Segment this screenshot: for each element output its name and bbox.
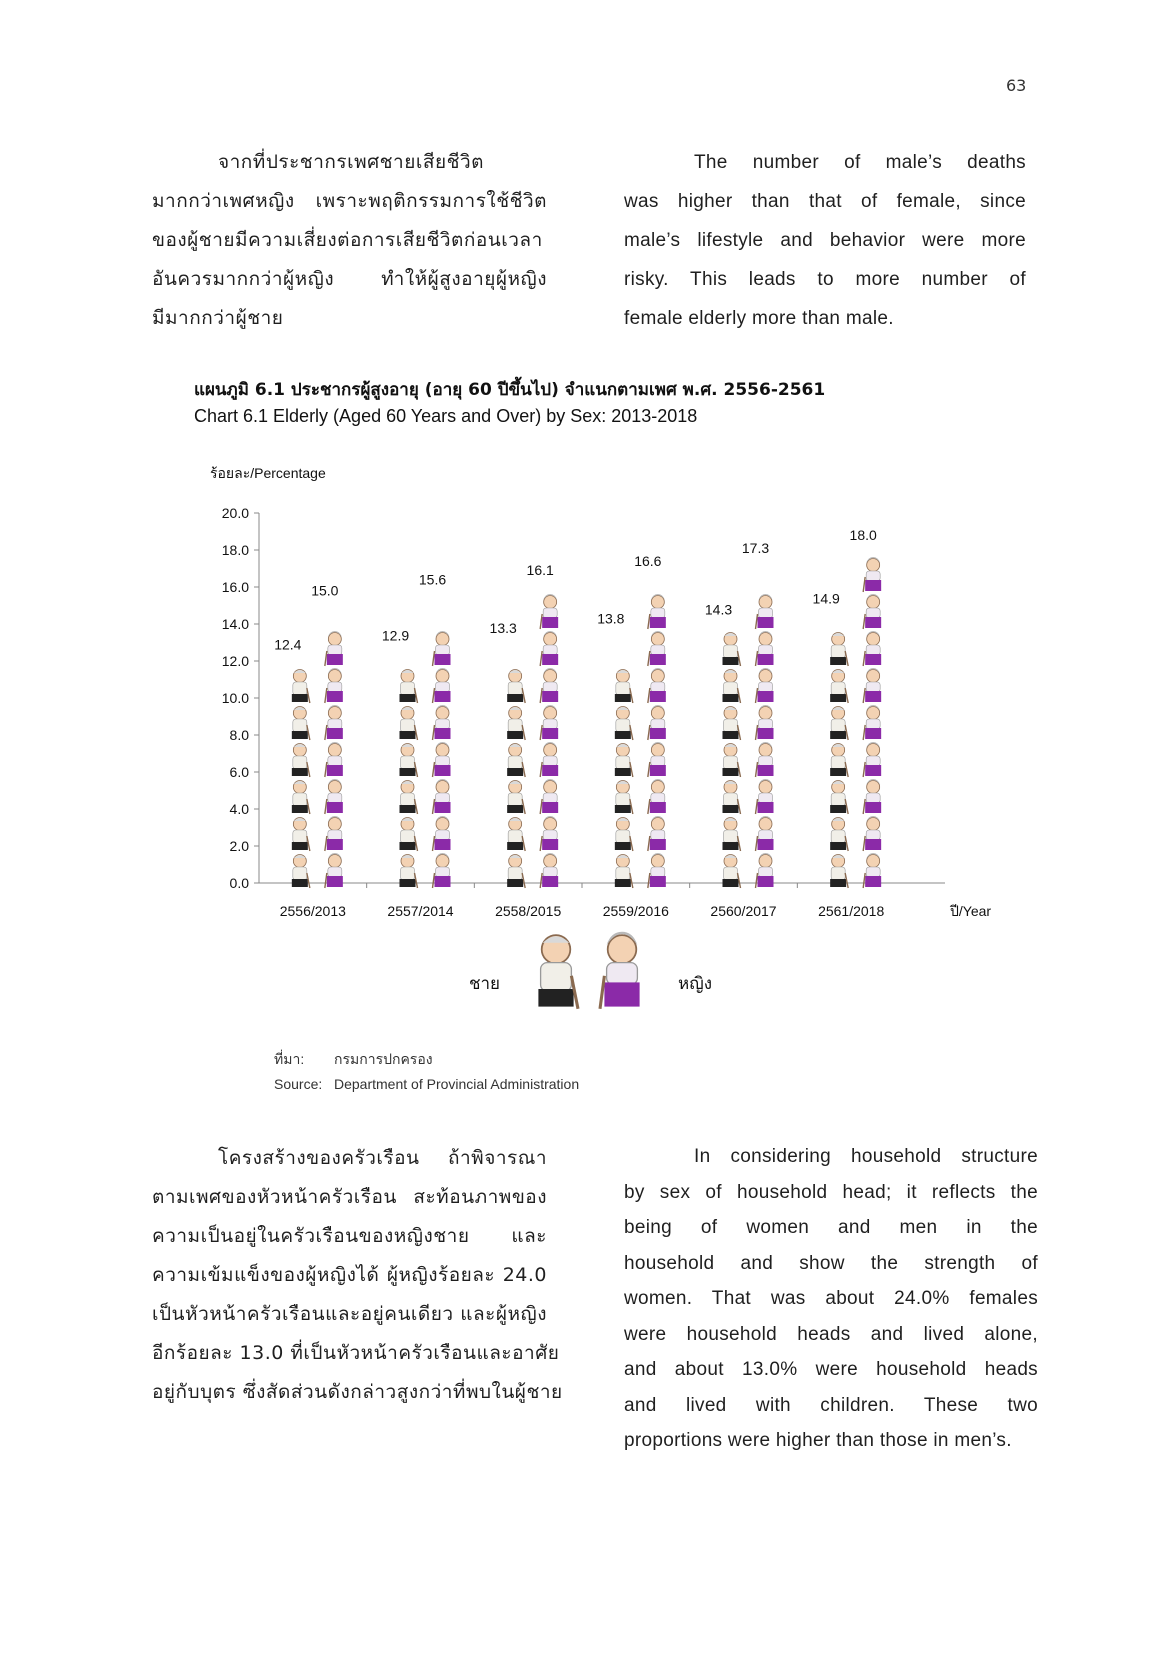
x-tick-label: 2557/2014 bbox=[387, 903, 454, 919]
x-tick-label: 2556/2013 bbox=[279, 903, 346, 919]
elderly-man-icon bbox=[723, 633, 741, 667]
elderly-woman-icon bbox=[540, 779, 558, 814]
elderly-man-icon bbox=[400, 707, 418, 741]
y-tick-label: 14.0 bbox=[221, 616, 249, 632]
elderly-woman-icon bbox=[648, 853, 666, 888]
elderly-woman-icon bbox=[648, 779, 666, 814]
female-bar bbox=[311, 583, 343, 889]
source-english bbox=[274, 1076, 579, 1092]
elderly-man-icon bbox=[507, 670, 525, 704]
text-line: อยู่กับบุตร ซึ่งสัดส่วนดังกล่าวสูงกว่าที่พบในผู้ชาย bbox=[152, 1381, 563, 1403]
chart-title-english: Chart 6.1 Elderly (Aged 60 Years and Over) by Sex: 2013-2018 bbox=[194, 406, 698, 426]
y-tick-label: 20.0 bbox=[221, 505, 249, 521]
female-bar bbox=[850, 527, 882, 888]
elderly-woman-icon bbox=[648, 816, 666, 851]
elderly-woman-icon bbox=[325, 631, 343, 666]
elderly-man-icon bbox=[507, 707, 525, 741]
elderly-woman-icon bbox=[756, 594, 774, 629]
elderly-man-icon bbox=[615, 855, 633, 889]
elderly-woman-icon bbox=[863, 853, 881, 888]
elderly-woman-icon bbox=[648, 668, 666, 703]
elderly-woman-icon bbox=[433, 594, 451, 629]
elderly-woman-icon bbox=[433, 816, 451, 851]
elderly-woman-icon bbox=[863, 779, 881, 814]
female-data-label: 15.0 bbox=[311, 582, 339, 599]
text-line: อีกร้อยละ 13.0 ที่เป็นหัวหน้าครัวเรือนและอาศัย bbox=[152, 1342, 560, 1364]
elderly-man-icon bbox=[723, 781, 741, 815]
text-line: เป็นหัวหน้าครัวเรือนและอยู่คนเดียว และผู้หญิง bbox=[152, 1303, 547, 1325]
female-bar bbox=[634, 553, 666, 888]
elderly-woman-icon bbox=[648, 742, 666, 777]
text-line: and lived with children. These two bbox=[624, 1394, 1038, 1416]
elderly-woman-icon bbox=[756, 742, 774, 777]
elderly-man-icon bbox=[538, 935, 578, 1009]
elderly-man-icon bbox=[830, 781, 848, 815]
elderly-man-icon bbox=[292, 818, 310, 852]
elderly-woman-icon bbox=[756, 705, 774, 740]
elderly-woman-icon bbox=[756, 557, 774, 592]
elderly-man-icon bbox=[723, 855, 741, 889]
male-bar bbox=[490, 620, 526, 888]
text-line: was higher than that of female, since bbox=[624, 191, 1026, 212]
elderly-man-icon bbox=[615, 633, 633, 667]
male-data-label: 13.3 bbox=[489, 619, 517, 636]
elderly-woman-icon bbox=[756, 631, 774, 666]
male-bar bbox=[382, 627, 418, 888]
text-line: โครงสร้างของครัวเรือน ถ้าพิจารณา bbox=[218, 1147, 547, 1169]
page-number: 63 bbox=[1006, 76, 1027, 95]
text-line: and about 13.0% were household heads bbox=[624, 1359, 1038, 1380]
x-axis-label: ปี/Year bbox=[950, 903, 992, 919]
text-line: ความเข้มแข็งของผู้หญิงได้ ผู้หญิงร้อยละ 24.0 bbox=[152, 1264, 547, 1286]
text-line: risky. This leads to more number of bbox=[624, 269, 1026, 290]
elderly-woman-icon bbox=[433, 742, 451, 777]
elderly-woman-icon bbox=[756, 853, 774, 888]
male-bar bbox=[597, 611, 633, 888]
y-tick-label: 4.0 bbox=[229, 801, 249, 817]
y-axis-label: ร้อยละ/Percentage bbox=[210, 465, 326, 481]
elderly-man-icon bbox=[615, 670, 633, 704]
female-data-label: 15.6 bbox=[418, 571, 447, 588]
text-line: ของผู้ชายมีความเสี่ยงต่อการเสียชีวิตก่อนเวลา bbox=[152, 229, 543, 251]
elderly-man-icon bbox=[400, 670, 418, 704]
elderly-woman-icon bbox=[540, 742, 558, 777]
female-data-label: 18.0 bbox=[849, 527, 877, 543]
elderly-woman-icon bbox=[648, 594, 666, 629]
elderly-woman-icon bbox=[540, 631, 558, 666]
elderly-man-icon bbox=[292, 781, 310, 815]
elderly-man-icon bbox=[292, 670, 310, 704]
elderly-man-icon bbox=[830, 855, 848, 889]
elderly-man-icon bbox=[830, 744, 848, 778]
text-line: The number of male’s deaths bbox=[694, 152, 1026, 173]
elderly-woman-icon bbox=[863, 816, 881, 851]
elderly-woman-icon bbox=[756, 779, 774, 814]
elderly-woman-icon bbox=[433, 668, 451, 703]
text-line: มากกว่าเพศหญิง เพราะพฤติกรรมการใช้ชีวิต bbox=[152, 190, 547, 212]
elderly-woman-icon bbox=[600, 932, 640, 1009]
male-data-label: 12.9 bbox=[381, 627, 410, 644]
male-data-label: 14.3 bbox=[704, 601, 733, 618]
elderly-man-icon bbox=[507, 818, 525, 852]
x-tick-label: 2559/2016 bbox=[602, 903, 669, 919]
y-tick-label: 8.0 bbox=[229, 727, 249, 743]
source-value-english: Department of Provincial Administration bbox=[334, 1076, 580, 1092]
elderly-woman-icon bbox=[540, 668, 558, 703]
household-thai-paragraph bbox=[152, 1139, 563, 1412]
elderly-man-icon bbox=[723, 707, 741, 741]
elderly-man-icon bbox=[400, 781, 418, 815]
elderly-man-icon bbox=[723, 818, 741, 852]
elderly-man-icon bbox=[507, 633, 525, 667]
elderly-by-sex-chart bbox=[190, 458, 1090, 1018]
elderly-man-icon bbox=[723, 744, 741, 778]
y-tick-label: 2.0 bbox=[229, 838, 249, 854]
elderly-man-icon bbox=[615, 781, 633, 815]
elderly-woman-icon bbox=[756, 668, 774, 703]
text-line: women. That was about 24.0% females bbox=[624, 1288, 1038, 1309]
x-tick-label: 2560/2017 bbox=[710, 903, 777, 919]
source-value-thai: กรมการปกครอง bbox=[334, 1051, 433, 1067]
x-tick-label: 2558/2015 bbox=[495, 903, 562, 919]
elderly-man-icon bbox=[830, 670, 848, 704]
elderly-woman-icon bbox=[863, 705, 881, 740]
elderly-woman-icon bbox=[325, 816, 343, 851]
elderly-woman-icon bbox=[540, 594, 558, 629]
male-data-label: 13.8 bbox=[597, 610, 625, 627]
female-data-label: 16.6 bbox=[634, 552, 662, 569]
elderly-man-icon bbox=[400, 855, 418, 889]
elderly-woman-icon bbox=[433, 631, 451, 666]
elderly-woman-icon bbox=[325, 853, 343, 888]
female-data-label: 17.3 bbox=[741, 539, 770, 556]
text-line: มีมากกว่าผู้ชาย bbox=[152, 307, 284, 329]
source-label-thai: ที่มา: bbox=[274, 1051, 305, 1067]
y-tick-label: 18.0 bbox=[221, 542, 249, 558]
text-line: proportions were higher than those in men’s. bbox=[624, 1430, 1012, 1451]
y-tick-label: 12.0 bbox=[221, 653, 249, 669]
text-line: household and show the strength of bbox=[624, 1252, 1038, 1274]
x-tick-label: 2561/2018 bbox=[818, 903, 885, 919]
elderly-man-icon bbox=[830, 818, 848, 852]
elderly-woman-icon bbox=[863, 594, 881, 629]
elderly-woman-icon bbox=[540, 816, 558, 851]
text-line: ตามเพศของหัวหน้าครัวเรือน สะท้อนภาพของ bbox=[152, 1186, 547, 1208]
text-line: อันควรมากกว่าผู้หญิง ทำให้ผู้สูงอายุผู้หญิง bbox=[152, 268, 547, 290]
elderly-woman-icon bbox=[863, 557, 881, 592]
text-line: were household heads and lived alone, bbox=[624, 1323, 1038, 1345]
text-line: by sex of household head; it reflects the bbox=[624, 1181, 1038, 1203]
male-bar bbox=[274, 633, 310, 889]
male-data-label: 14.9 bbox=[812, 590, 840, 607]
intro-thai-paragraph bbox=[152, 143, 547, 338]
text-line: male’s lifestyle and behavior were more bbox=[624, 230, 1026, 251]
elderly-man-icon bbox=[830, 707, 848, 741]
female-data-label: 16.1 bbox=[526, 562, 554, 579]
elderly-man-icon bbox=[615, 818, 633, 852]
elderly-man-icon bbox=[400, 818, 418, 852]
elderly-woman-icon bbox=[540, 705, 558, 740]
elderly-woman-icon bbox=[648, 631, 666, 666]
female-bar bbox=[527, 557, 559, 888]
elderly-woman-icon bbox=[325, 705, 343, 740]
elderly-man-icon bbox=[615, 744, 633, 778]
elderly-woman-icon bbox=[863, 631, 881, 666]
male-bar bbox=[813, 590, 849, 888]
text-line: In considering household structure bbox=[694, 1146, 1038, 1167]
elderly-woman-icon bbox=[863, 742, 881, 777]
elderly-man-icon bbox=[830, 633, 848, 667]
elderly-woman-icon bbox=[433, 853, 451, 888]
legend-label-female: หญิง bbox=[678, 974, 712, 993]
elderly-woman-icon bbox=[325, 594, 343, 629]
elderly-woman-icon bbox=[540, 853, 558, 888]
elderly-woman-icon bbox=[433, 779, 451, 814]
elderly-man-icon bbox=[400, 744, 418, 778]
source-thai bbox=[274, 1049, 433, 1071]
elderly-man-icon bbox=[292, 707, 310, 741]
elderly-man-icon bbox=[507, 855, 525, 889]
female-bar bbox=[742, 540, 774, 888]
text-line: female elderly more than male. bbox=[624, 308, 894, 329]
elderly-woman-icon bbox=[433, 705, 451, 740]
female-bar bbox=[419, 571, 451, 888]
household-english-paragraph bbox=[624, 1139, 1038, 1459]
y-tick-label: 6.0 bbox=[229, 764, 249, 780]
male-bar bbox=[705, 596, 741, 889]
y-tick-label: 16.0 bbox=[221, 579, 249, 595]
text-line: being of women and men in the bbox=[624, 1217, 1038, 1238]
text-line: ความเป็นอยู่ในครัวเรือนของหญิงชาย และ bbox=[152, 1225, 547, 1247]
y-tick-label: 10.0 bbox=[221, 690, 249, 706]
source-label-english: Source: bbox=[274, 1076, 323, 1092]
legend-label-male: ชาย bbox=[468, 974, 500, 993]
elderly-woman-icon bbox=[325, 668, 343, 703]
elderly-man-icon bbox=[292, 744, 310, 778]
text-line: จากที่ประชากรเพศชายเสียชีวิต bbox=[218, 151, 484, 173]
elderly-woman-icon bbox=[325, 779, 343, 814]
chart-title-thai: แผนภูมิ 6.1 ประชากรผู้สูงอายุ (อายุ 60 ปีขึ้นไป) จำแนกตามเพศ พ.ศ. 2556-2561 bbox=[194, 380, 826, 400]
elderly-woman-icon bbox=[648, 705, 666, 740]
elderly-man-icon bbox=[615, 707, 633, 741]
elderly-man-icon bbox=[723, 670, 741, 704]
elderly-man-icon bbox=[507, 781, 525, 815]
elderly-woman-icon bbox=[863, 668, 881, 703]
elderly-woman-icon bbox=[756, 816, 774, 851]
elderly-woman-icon bbox=[325, 742, 343, 777]
elderly-man-icon bbox=[507, 744, 525, 778]
intro-english-paragraph bbox=[624, 143, 1026, 338]
elderly-man-icon bbox=[292, 855, 310, 889]
male-data-label: 12.4 bbox=[274, 636, 302, 653]
y-tick-label: 0.0 bbox=[229, 875, 249, 891]
